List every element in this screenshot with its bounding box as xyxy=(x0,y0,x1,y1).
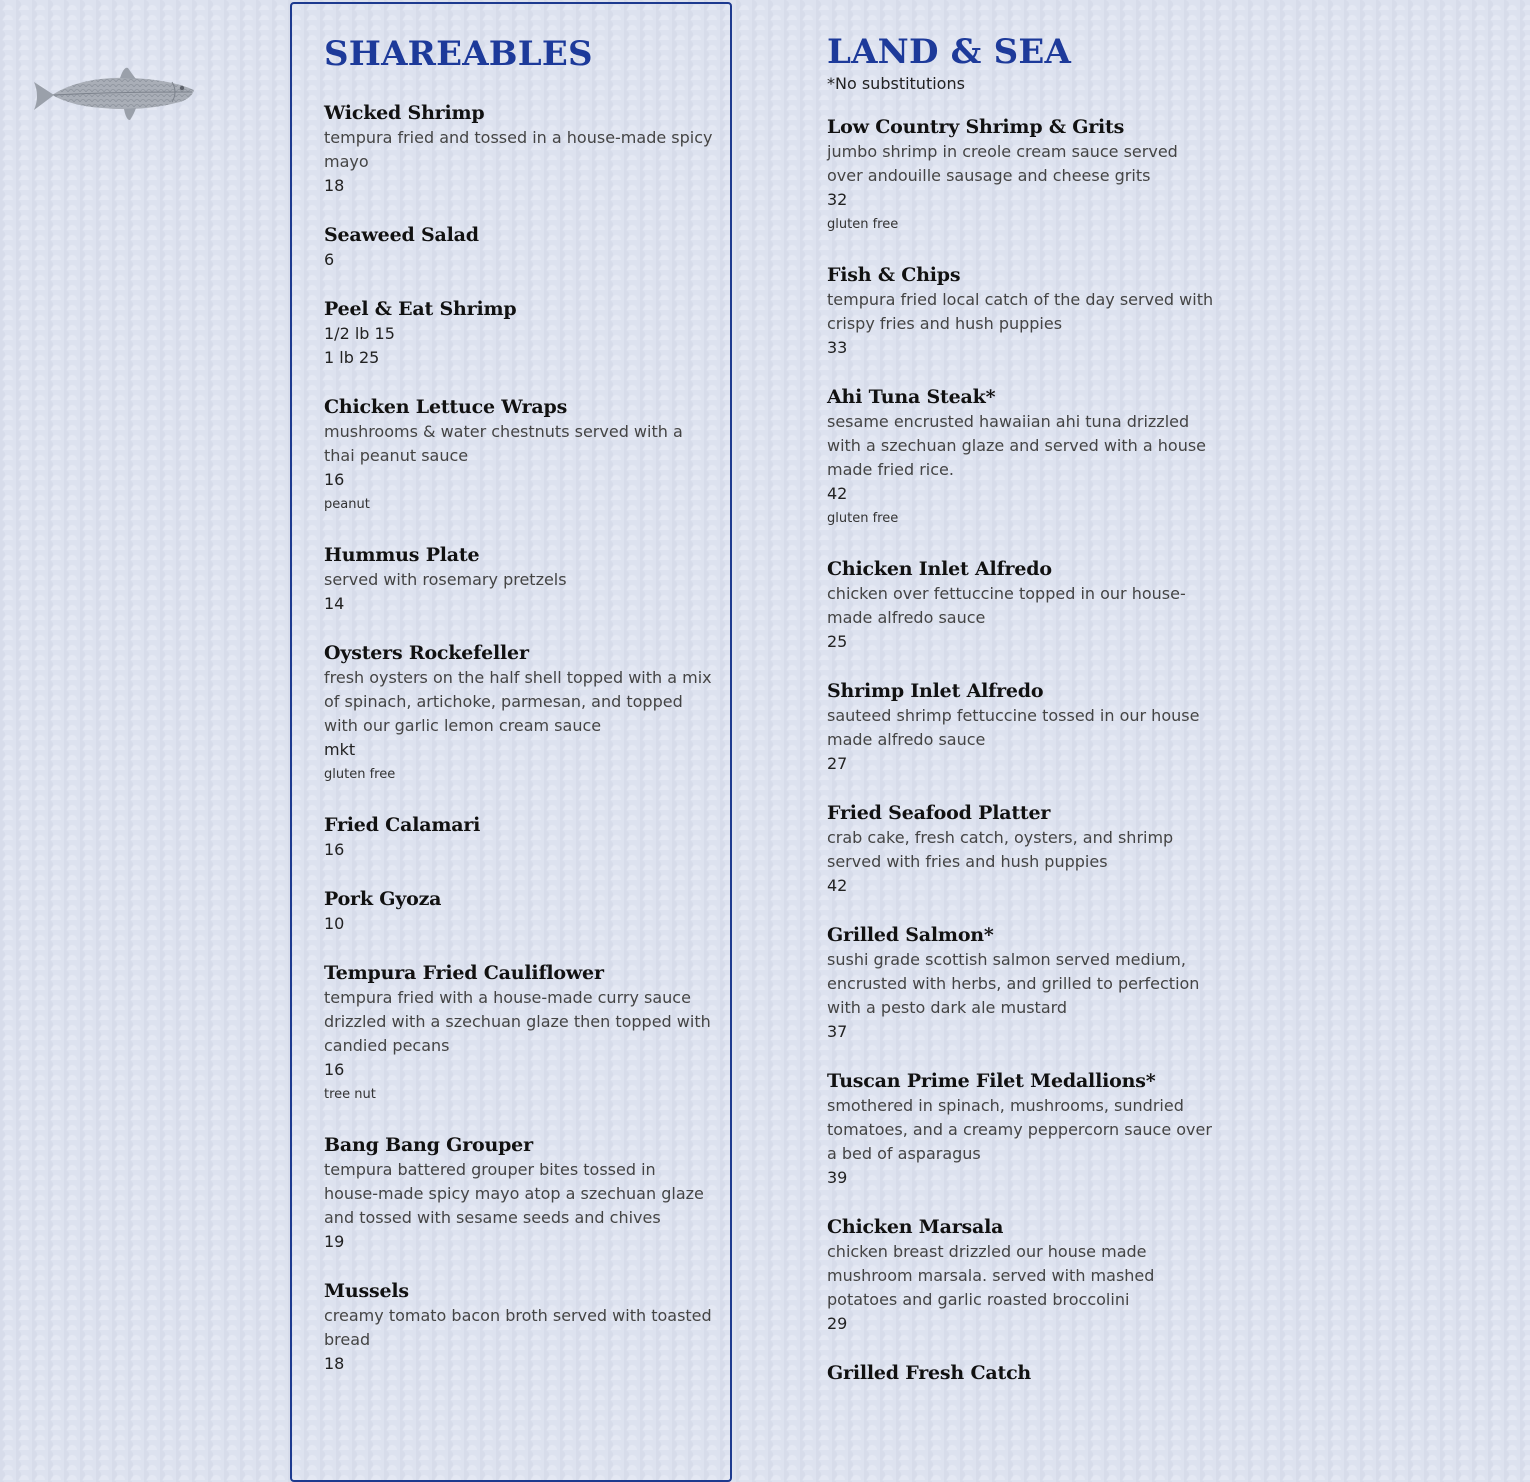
menu-item-dietary-tag: gluten free xyxy=(827,511,899,526)
menu-item xyxy=(324,812,714,862)
menu-item xyxy=(827,384,1217,532)
menu-item-price: 25 xyxy=(827,632,848,651)
menu-item xyxy=(827,114,1217,238)
section-title-shareables: SHAREABLES xyxy=(324,34,593,74)
menu-item-price: 14 xyxy=(324,594,345,613)
menu-item-description: jumbo shrimp in creole cream sauce served over andouille sausage and cheese grits xyxy=(827,142,1178,185)
menu-item-name: Tuscan Prime Filet Medallions* xyxy=(827,1070,1156,1092)
shareables-section xyxy=(324,30,714,1400)
menu-item-name: Wicked Shrimp xyxy=(324,102,485,124)
menu-item-name: Chicken Inlet Alfredo xyxy=(827,558,1052,580)
menu-item xyxy=(324,886,714,936)
menu-item xyxy=(324,640,714,788)
menu-item-name: Ahi Tuna Steak* xyxy=(827,386,996,408)
menu-item xyxy=(324,1132,714,1254)
menu-item-name: Chicken Lettuce Wraps xyxy=(324,396,568,418)
menu-item-description: mushrooms & water chestnuts served with a thai peanut sauce xyxy=(324,422,683,465)
no-substitutions-note: *No substitutions xyxy=(827,74,965,93)
menu-item-description: chicken over fettuccine topped in our house-made alfredo sauce xyxy=(827,584,1186,627)
menu-item-name: Bang Bang Grouper xyxy=(324,1134,533,1156)
menu-item-description: smothered in spinach, mushrooms, sundried tomatoes, and a creamy peppercorn sauce over a bed of asparagus xyxy=(827,1096,1212,1163)
menu-item-price: 32 xyxy=(827,190,848,209)
menu-item-description: sushi grade scottish salmon served medium, encrusted with herbs, and grilled to perfection with a pesto dark ale mustard xyxy=(827,950,1200,1017)
menu-item-price: 16 xyxy=(324,840,345,859)
menu-item-price: mkt xyxy=(324,740,356,759)
menu-item xyxy=(324,394,714,518)
menu-item-description: tempura fried local catch of the day served with crispy fries and hush puppies xyxy=(827,290,1214,333)
menu-item-name: Pork Gyoza xyxy=(324,888,442,910)
menu-item-description: tempura fried and tossed in a house-made spicy mayo xyxy=(324,128,713,171)
menu-item xyxy=(827,262,1217,360)
menu-item-description: crab cake, fresh catch, oysters, and shrimp served with fries and hush puppies xyxy=(827,828,1174,871)
menu-item-price: 33 xyxy=(827,338,848,357)
menu-item-name: Mussels xyxy=(324,1280,409,1302)
menu-item-description: tempura battered grouper bites tossed in house-made spicy mayo atop a szechuan glaze and tossed with sesame seeds and chives xyxy=(324,1160,704,1227)
menu-item-description: sesame encrusted hawaiian ahi tuna drizzled with a szechuan glaze and served with a house made fried rice. xyxy=(827,412,1207,479)
menu-item xyxy=(827,1360,1217,1386)
menu-item-name: Low Country Shrimp & Grits xyxy=(827,116,1125,138)
menu-item xyxy=(827,556,1217,654)
menu-item xyxy=(324,1278,714,1376)
land-sea-section xyxy=(827,30,1217,1410)
menu-item-description: creamy tomato bacon broth served with toasted bread xyxy=(324,1306,712,1349)
menu-item xyxy=(324,542,714,616)
menu-item-price: 42 xyxy=(827,876,848,895)
menu-item-price: 10 xyxy=(324,914,345,933)
menu-item-dietary-tag: gluten free xyxy=(827,217,899,232)
menu-item-price: 37 xyxy=(827,1022,848,1041)
menu-item-price: 27 xyxy=(827,754,848,773)
menu-item-name: Peel & Eat Shrimp xyxy=(324,298,517,320)
menu-item-price: 1 lb 25 xyxy=(324,348,380,367)
menu-item-description: chicken breast drizzled our house made mushroom marsala. served with mashed potatoes and garlic roasted broccolini xyxy=(827,1242,1155,1309)
menu-item-name: Seaweed Salad xyxy=(324,224,479,246)
menu-item-dietary-tag: peanut xyxy=(324,497,370,512)
menu-item xyxy=(827,922,1217,1044)
menu-item-price: 29 xyxy=(827,1314,848,1333)
menu-item-dietary-tag: tree nut xyxy=(324,1087,376,1102)
menu-item-price: 18 xyxy=(324,1354,345,1373)
menu-item-price: 19 xyxy=(324,1232,345,1251)
menu-item-dietary-tag: gluten free xyxy=(324,767,396,782)
menu-item-name: Chicken Marsala xyxy=(827,1216,1004,1238)
menu-item-price: 6 xyxy=(324,250,335,269)
menu-item-name: Grilled Salmon* xyxy=(827,924,994,946)
menu-item-price: 39 xyxy=(827,1168,848,1187)
menu-item-price: 1/2 lb 15 xyxy=(324,324,395,343)
menu-item xyxy=(827,1068,1217,1190)
menu-item-name: Shrimp Inlet Alfredo xyxy=(827,680,1044,702)
menu-item-name: Hummus Plate xyxy=(324,544,480,566)
menu-item-description: sauteed shrimp fettuccine tossed in our house made alfredo sauce xyxy=(827,706,1200,749)
menu-item-description: tempura fried with a house-made curry sauce drizzled with a szechuan glaze then topped with candied pecans xyxy=(324,988,711,1055)
menu-item xyxy=(827,678,1217,776)
menu-item-description: served with rosemary pretzels xyxy=(324,570,567,589)
menu-item-price: 16 xyxy=(324,1060,345,1079)
menu-item-name: Oysters Rockefeller xyxy=(324,642,529,664)
menu-item xyxy=(324,960,714,1108)
shareables-items xyxy=(324,100,714,1376)
menu-item-name: Tempura Fried Cauliflower xyxy=(324,962,604,984)
menu-item-name: Grilled Fresh Catch xyxy=(827,1362,1032,1384)
land-sea-items xyxy=(827,114,1217,1386)
menu-item-name: Fish & Chips xyxy=(827,264,961,286)
menu-item xyxy=(827,800,1217,898)
menu-item-name: Fried Seafood Platter xyxy=(827,802,1051,824)
fish-icon xyxy=(32,62,198,124)
menu-item xyxy=(324,100,714,198)
menu-item-price: 18 xyxy=(324,176,345,195)
menu-item-description: fresh oysters on the half shell topped with a mix of spinach, artichoke, parmesan, and topped with our garlic lemon cream sauce xyxy=(324,668,712,735)
menu-item xyxy=(324,222,714,272)
menu-item-price: 16 xyxy=(324,470,345,489)
menu-item xyxy=(324,296,714,370)
menu-item xyxy=(827,1214,1217,1336)
menu-item-name: Fried Calamari xyxy=(324,814,481,836)
menu-item-price: 42 xyxy=(827,484,848,503)
section-title-land-sea: LAND & SEA xyxy=(827,32,1072,72)
